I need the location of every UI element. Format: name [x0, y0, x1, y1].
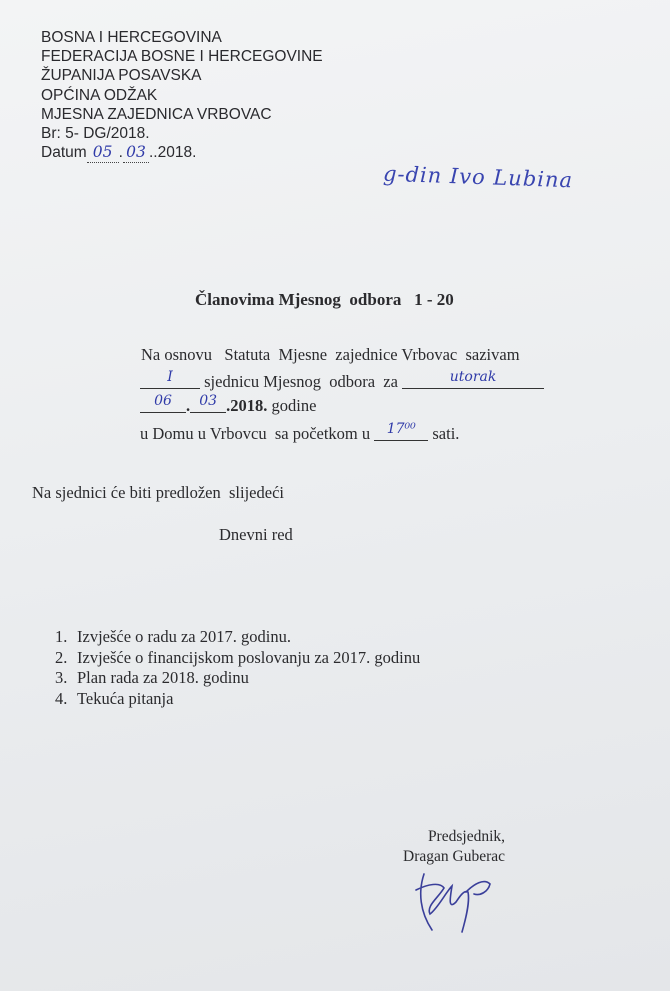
body-line-2 [140, 369, 544, 392]
letterhead-line: ŽUPANIJA POSAVSKA [41, 67, 202, 85]
session-number-handwritten: I [167, 369, 173, 385]
agenda-intro: Na sjednici će biti predložen slijedeći [32, 483, 284, 502]
date-label: Datum [41, 144, 87, 162]
body-line-4 [140, 421, 460, 444]
agenda-item-text: Tekuća pitanja [77, 688, 174, 708]
body-line-3: $^{06}$ . $^{03}$ .2018. godine [140, 396, 316, 416]
agenda-item-number: 1. [55, 627, 68, 646]
body-line-1: Na osnovu Statuta Mjesne zajednice Vrbovac sazivam [141, 345, 520, 364]
body-text: u Domu u Vrbovcu sa početkom u [140, 424, 375, 443]
letterhead-line: BOSNA I HERCEGOVINA [41, 29, 222, 46]
agenda-list [55, 627, 420, 709]
agenda-item [55, 668, 420, 689]
letterhead [41, 28, 323, 163]
date-line: Datum 05 . 03 ..2018. [41, 143, 323, 163]
weekday-handwritten: utorak [449, 369, 497, 385]
agenda-item [55, 627, 420, 648]
document-title: Članovima Mjesnog odbora 1 - 20 [195, 290, 454, 309]
letterhead-line: OPĆINA ODŽAK [41, 86, 158, 104]
agenda-item [55, 689, 420, 710]
session-month-handwritten: 03 [199, 393, 218, 409]
date-year: ..2018. [148, 144, 197, 162]
reference-number: Br: 5- DG/2018. [41, 125, 150, 143]
agenda-item-number: 4. [55, 688, 68, 708]
date-month-handwritten: 03 [126, 143, 146, 162]
agenda-item-number: 2. [55, 647, 68, 667]
agenda-item-text: Izvješće o financijskom poslovanju za 2017. godinu [77, 647, 421, 667]
signatory-role: Predsjednik, [427, 828, 505, 845]
letterhead-line: MJESNA ZAJEDNICA VRBOVAC [41, 105, 272, 123]
recipient-handwritten: g-din Ivo Lubina [382, 161, 574, 193]
session-year: .2018. [226, 396, 268, 415]
body-text: sjednicu Mjesnog odbora za [200, 372, 403, 391]
body-text: sati. [428, 424, 460, 443]
agenda-item [55, 648, 420, 669]
signature-block [385, 827, 505, 867]
handwritten-signature [410, 862, 500, 942]
date-day-handwritten: 05 [92, 143, 113, 162]
agenda-item-text: Plan rada za 2018. godinu [77, 668, 249, 687]
letterhead-line: FEDERACIJA BOSNE I HERCEGOVINE [41, 48, 323, 66]
session-day-handwritten: 06 [154, 393, 172, 409]
agenda-item-number: 3. [55, 668, 68, 687]
body-text: godine [267, 396, 317, 415]
start-time-handwritten: 17⁰⁰ [386, 421, 416, 437]
agenda-item-text: Izvješće o radu za 2017. godinu. [77, 627, 291, 646]
agenda-heading: Dnevni red [219, 525, 293, 544]
signatory-name: Dragan Guberac [403, 848, 505, 865]
